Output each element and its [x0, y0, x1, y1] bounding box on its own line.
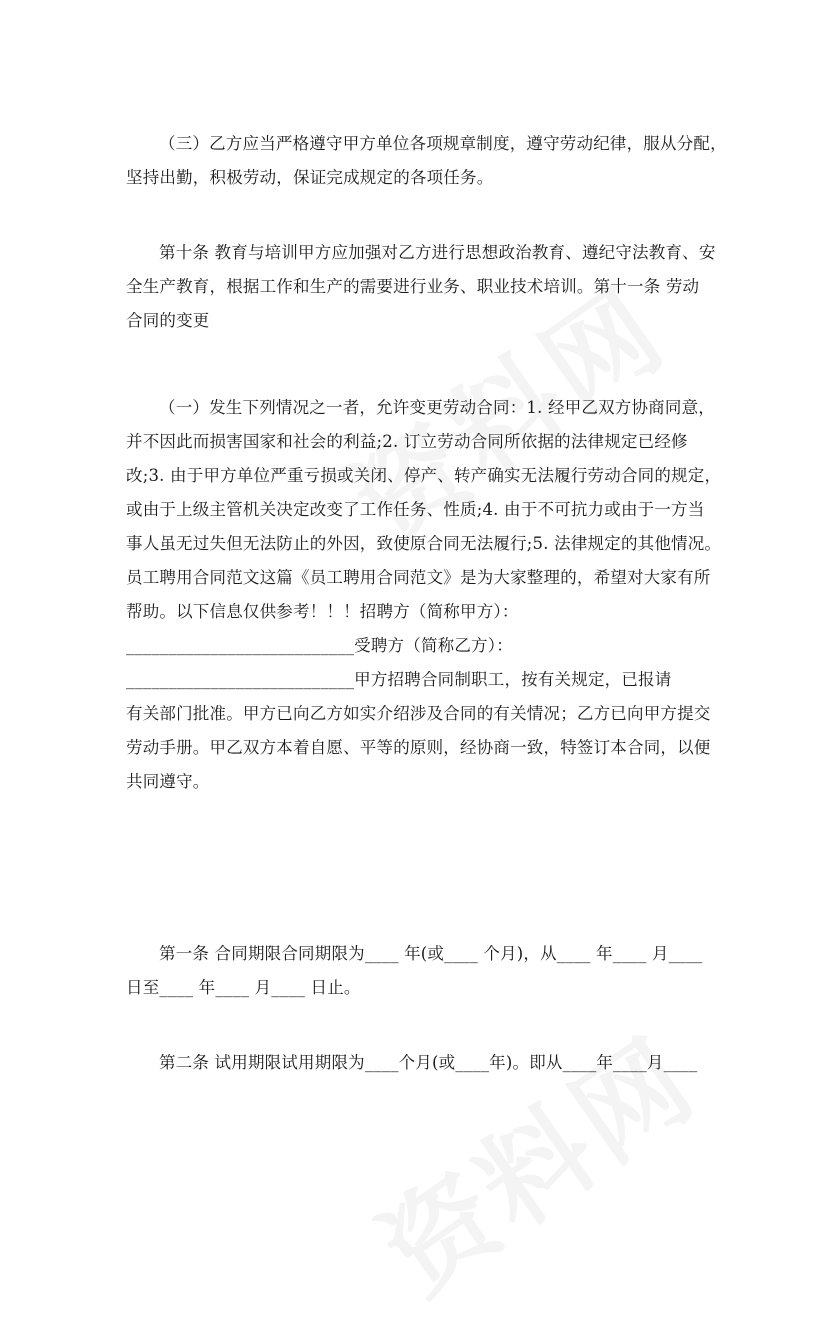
paragraph-article-2 — [126, 1046, 716, 1080]
text-line: 或由于上级主管机关决定改变了工作任务、性质;4. 由于不可抗力或由于一方当 — [126, 500, 705, 519]
text-line: 帮助。以下信息仅供参考！！！招聘方（简称甲方）： — [126, 602, 519, 621]
text-line: 日至____ 年____ 月____ 日止。 — [126, 978, 361, 997]
text-line: 并不因此而损害国家和社会的利益;2. 订立劳动合同所依据的法律规定已经修 — [126, 432, 688, 451]
text-line: 劳动手册。甲乙双方本着自愿、平等的原则，经协商一致，特签订本合同，以便 — [126, 738, 711, 757]
text-line: ___________________________受聘方（简称乙方）： — [126, 636, 513, 655]
text-line: ___________________________甲方招聘合同制职工，按有关规定，已报请 — [126, 670, 672, 689]
text-line: 有关部门批准。甲方已向乙方如实介绍涉及合同的有关情况；乙方已向甲方提交 — [126, 704, 711, 723]
text-line: 事人虽无过失但无法防止的外因，致使原合同无法履行;5. 法律规定的其他情况。 — [126, 534, 722, 553]
text-line: 全生产教育，根据工作和生产的需要进行业务、职业技术培训。第十一条 劳动 — [126, 277, 700, 296]
watermark — [346, 994, 722, 1323]
paragraph-article-10 — [126, 236, 716, 338]
text-line: 第十条 教育与培训甲方应加强对乙方进行思想政治教育、遵纪守法教育、安 — [159, 243, 716, 262]
text-line: 坚持出勤，积极劳动，保证完成规定的各项任务。 — [126, 168, 494, 187]
text-line: 第一条 合同期限合同期限为____ 年(或____ 个月)，从____ 年____ 月____ — [159, 944, 703, 963]
text-line: 改;3. 由于甲方单位严重亏损或关闭、停产、转产确实无法履行劳动合同的规定， — [126, 466, 722, 485]
text-line: 共同遵守。 — [126, 772, 210, 791]
paragraph-contract-change — [126, 391, 722, 799]
paragraph-clause-3 — [126, 127, 727, 195]
text-line: 第二条 试用期限试用期限为____个月(或____年)。即从____年____月____ — [159, 1053, 698, 1072]
text-line: 员工聘用合同范文这篇《员工聘用合同范文》是为大家整理的，希望对大家有所 — [126, 568, 711, 587]
text-line: 合同的变更 — [126, 311, 210, 330]
paragraph-article-1 — [126, 937, 716, 1005]
text-line: （三）乙方应当严格遵守甲方单位各项规章制度，遵守劳动纪律，服从分配， — [159, 134, 727, 153]
text-line: （一）发生下列情况之一者，允许变更劳动合同：1. 经甲乙双方协商同意， — [159, 398, 715, 417]
